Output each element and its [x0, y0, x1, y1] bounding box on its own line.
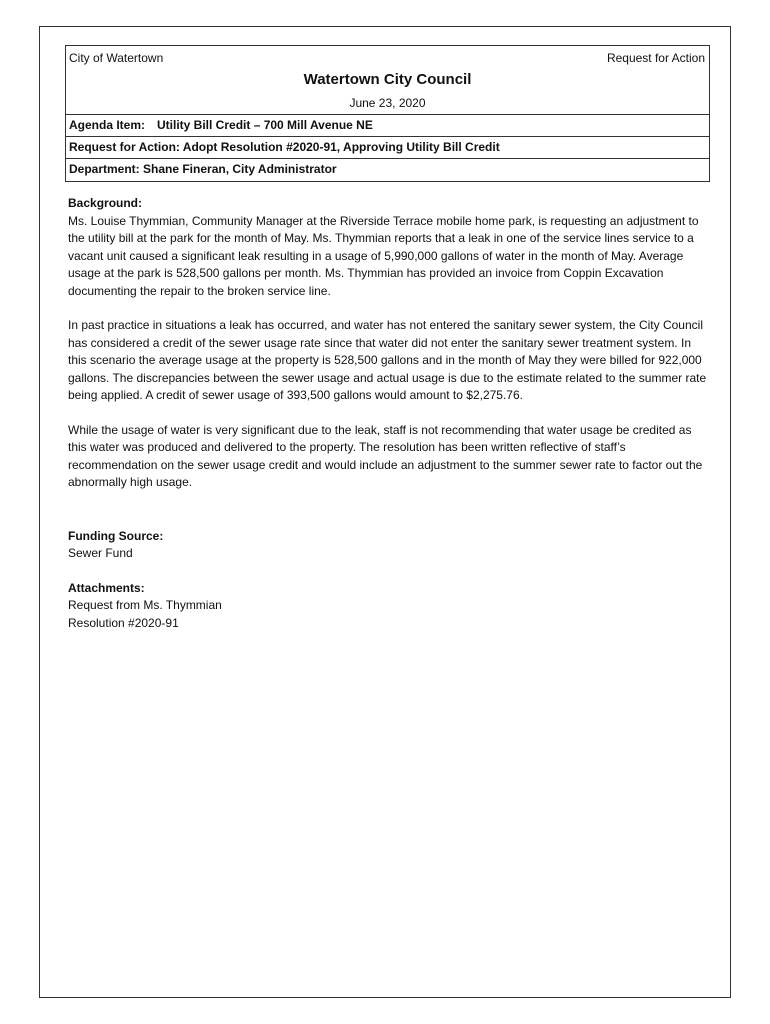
meeting-date: June 23, 2020 [349, 96, 426, 110]
request-type: Request for Action [606, 51, 705, 65]
document-title: Watertown City Council [303, 71, 472, 88]
background-paragraph: While the usage of water is very significant due to the leak, staff is not recommending that water usage be credited as this water was produced and delivered to the property. The resolution has been written reflective of staff’s recommendation on the sewer usage credit and would include an adjustment to the summer sewer rate to factor out the abnormally high usage. [68, 422, 703, 489]
funding-source-value: Sewer Fund [68, 546, 133, 560]
city-name: City of Watertown [69, 51, 164, 65]
agenda-item-row [66, 115, 709, 137]
background-paragraph: Ms. Louise Thymmian, Community Manager at the Riverside Terrace mobile home park, is requesting an adjustment to the utility bill at the park for the month of May. Ms. Thymmian reports that a leak in one of the service lines service to a vacant unit caused a significant leak resulting in a usage of 5,990,000 gallons of water in the month of May. Average usage at the park is 528,500 gallons per month. Ms. Thymmian has provided an invoice from Coppin Excavation documenting the repair to the broken service line. [68, 213, 699, 298]
header-table [65, 45, 710, 182]
department-row: Department: Shane Fineran, City Administrator [69, 162, 337, 176]
agenda-item-value: Utility Bill Credit – 700 Mill Avenue NE [157, 118, 373, 132]
document-body [68, 195, 708, 632]
attachment-item: Request from Ms. Thymmian [68, 598, 222, 612]
attachments-heading: Attachments: [68, 580, 145, 595]
attachment-item: Resolution #2020-91 [68, 615, 179, 630]
funding-source-heading: Funding Source: [68, 528, 164, 543]
document-page [39, 26, 731, 998]
background-paragraph: In past practice in situations a leak has occurred, and water has not entered the sanitary sewer system, the City Council has considered a credit of the sewer usage rate since that water did not enter the sanitary sewer treatment system. In this scenario the average usage at the property is 528,500 gallons and in the month of May they were billed for 922,000 gallons. The discrepancies between the sewer usage and actual usage is due to the estimate related to the summer rate being applied. A credit of sewer usage of 393,500 gallons would amount to $2,275.76. [68, 318, 707, 402]
header-top [66, 46, 709, 115]
request-for-action-row: Request for Action: Adopt Resolution #2020-91, Approving Utility Bill Credit [66, 137, 709, 159]
agenda-item-label: Agenda Item: [69, 118, 146, 132]
background-heading: Background: [68, 196, 143, 210]
